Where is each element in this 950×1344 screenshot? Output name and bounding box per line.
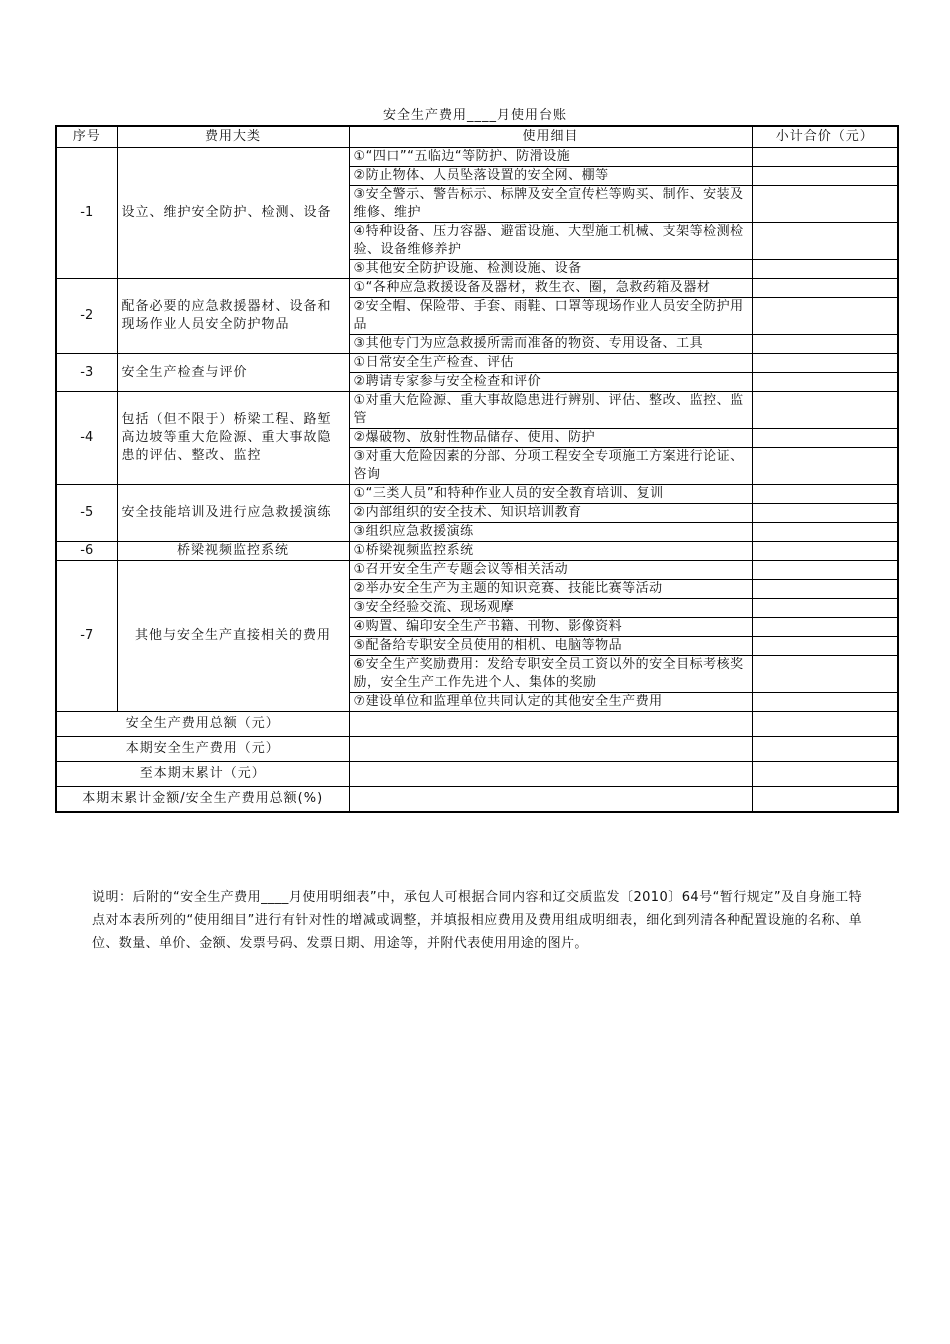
table-row	[56, 354, 898, 373]
subtotal-cell[interactable]	[752, 186, 898, 223]
group-seq: -6	[56, 542, 117, 561]
subtotal-cell[interactable]	[752, 693, 898, 712]
detail-item: ⑦建设单位和监理单位共同认定的其他安全生产费用	[349, 693, 752, 712]
summary-row	[56, 737, 898, 762]
subtotal-cell[interactable]	[752, 656, 898, 693]
subtotal-cell[interactable]	[752, 223, 898, 260]
detail-item: ⑤配备给专职安全员使用的相机、电脑等物品	[349, 637, 752, 656]
group-category: 其他与安全生产直接相关的费用	[117, 561, 349, 712]
explanatory-note: 说明：后附的“安全生产费用____月使用明细表”中，承包人可根据合同内容和辽交质监发〔2010〕64号“暂行规定”及自身施工特点对本表所列的“使用细目”进行有针对性的增减或调整，并填报相应费用及费用组成明细表，细化到列清各种配置设施的名称、单位、数量、单价、金额、发票号码、发票日期、用途等，并附代表使用用途的图片。	[92, 890, 862, 951]
subtotal-cell[interactable]	[752, 599, 898, 618]
summary-detail-cell[interactable]	[349, 712, 752, 737]
detail-item: ①桥梁视频监控系统	[349, 542, 752, 561]
subtotal-cell[interactable]	[752, 580, 898, 599]
detail-item: ③其他专门为应急救援所需而准备的物资、专用设备、工具	[349, 335, 752, 354]
group-seq: -3	[56, 354, 117, 392]
subtotal-cell[interactable]	[752, 504, 898, 523]
detail-item: ①日常安全生产检查、评估	[349, 354, 752, 373]
subtotal-cell[interactable]	[752, 148, 898, 167]
detail-item: ①“四口”“五临边“等防护、防滑设施	[349, 148, 752, 167]
detail-item: ①“三类人员”和特种作业人员的安全教育培训、复训	[349, 485, 752, 504]
table-row	[56, 148, 898, 167]
group-category: 包括（但不限于）桥梁工程、路堑高边坡等重大危险源、重大事故隐患的评估、整改、监控	[117, 392, 349, 485]
summary-label: 安全生产费用总额（元）	[56, 712, 349, 737]
summary-detail-cell[interactable]	[349, 762, 752, 787]
detail-item: ⑤其他安全防护设施、检测设施、设备	[349, 260, 752, 279]
detail-item: ②防止物体、人员坠落设置的安全网、棚等	[349, 167, 752, 186]
subtotal-cell[interactable]	[752, 335, 898, 354]
summary-value-cell[interactable]	[752, 712, 898, 737]
subtotal-cell[interactable]	[752, 354, 898, 373]
detail-item: ③组织应急救援演练	[349, 523, 752, 542]
detail-item: ①“各种应急救援设备及器材，救生衣、圈，急救药箱及器材	[349, 279, 752, 298]
summary-detail-cell[interactable]	[349, 737, 752, 762]
subtotal-cell[interactable]	[752, 618, 898, 637]
detail-item: ④特种设备、压力容器、避雷设施、大型施工机械、支架等检测检验、设备维修养护	[349, 223, 752, 260]
summary-detail-cell[interactable]	[349, 787, 752, 813]
detail-item: ①召开安全生产专题会议等相关活动	[349, 561, 752, 580]
group-category: 桥梁视频监控系统	[117, 542, 349, 561]
detail-item: ②爆破物、放射性物品储存、使用、防护	[349, 429, 752, 448]
summary-value-cell[interactable]	[752, 762, 898, 787]
summary-label: 本期末累计金额/安全生产费用总额(%)	[56, 787, 349, 813]
header-seq: 序号	[56, 126, 117, 148]
table-header-row	[56, 126, 898, 148]
subtotal-cell[interactable]	[752, 523, 898, 542]
table-row	[56, 279, 898, 298]
subtotal-cell[interactable]	[752, 392, 898, 429]
table-row	[56, 392, 898, 429]
detail-item: ③安全警示、警告标示、标牌及安全宣传栏等购买、制作、安装及维修、维护	[349, 186, 752, 223]
subtotal-cell[interactable]	[752, 542, 898, 561]
detail-item: ③对重大危险因素的分部、分项工程安全专项施工方案进行论证、咨询	[349, 448, 752, 485]
subtotal-cell[interactable]	[752, 448, 898, 485]
group-seq: -2	[56, 279, 117, 354]
table-row	[56, 561, 898, 580]
subtotal-cell[interactable]	[752, 561, 898, 580]
summary-value-cell[interactable]	[752, 737, 898, 762]
subtotal-cell[interactable]	[752, 373, 898, 392]
detail-item: ②举办安全生产为主题的知识竞赛、技能比赛等活动	[349, 580, 752, 599]
ledger-title: 安全生产费用____月使用台账	[382, 108, 567, 123]
subtotal-cell[interactable]	[752, 485, 898, 504]
subtotal-cell[interactable]	[752, 279, 898, 298]
summary-label: 本期安全生产费用（元）	[56, 737, 349, 762]
detail-item: ②内部组织的安全技术、知识培训教育	[349, 504, 752, 523]
summary-row	[56, 762, 898, 787]
table-row	[56, 485, 898, 504]
group-category: 设立、维护安全防护、检测、设备	[117, 148, 349, 279]
group-seq: -1	[56, 148, 117, 279]
subtotal-cell[interactable]	[752, 298, 898, 335]
subtotal-cell[interactable]	[752, 167, 898, 186]
header-category: 费用大类	[117, 126, 349, 148]
group-seq: -7	[56, 561, 117, 712]
summary-row	[56, 712, 898, 737]
detail-item: ②安全帽、保险带、手套、雨鞋、口罩等现场作业人员安全防护用品	[349, 298, 752, 335]
header-subtotal: 小计合价（元）	[752, 126, 898, 148]
detail-item: ④购置、编印安全生产书籍、刊物、影像资料	[349, 618, 752, 637]
detail-item: ⑥安全生产奖励费用：发给专职安全员工资以外的安全目标考核奖励，安全生产工作先进个人、集体的奖励	[349, 656, 752, 693]
table-row	[56, 542, 898, 561]
detail-item: ③安全经验交流、现场观摩	[349, 599, 752, 618]
summary-row	[56, 787, 898, 813]
detail-item: ②聘请专家参与安全检查和评价	[349, 373, 752, 392]
group-category: 安全生产检查与评价	[117, 354, 349, 392]
group-seq: -4	[56, 392, 117, 485]
group-seq: -5	[56, 485, 117, 542]
subtotal-cell[interactable]	[752, 637, 898, 656]
detail-item: ①对重大危险源、重大事故隐患进行辨别、评估、整改、监控、监管	[349, 392, 752, 429]
safety-cost-ledger-table	[55, 125, 899, 813]
header-detail: 使用细目	[349, 126, 752, 148]
summary-label: 至本期末累计（元）	[56, 762, 349, 787]
group-category: 配备必要的应急救援器材、设备和现场作业人员安全防护物品	[117, 279, 349, 354]
subtotal-cell[interactable]	[752, 260, 898, 279]
summary-value-cell[interactable]	[752, 787, 898, 813]
group-category: 安全技能培训及进行应急救援演练	[117, 485, 349, 542]
subtotal-cell[interactable]	[752, 429, 898, 448]
